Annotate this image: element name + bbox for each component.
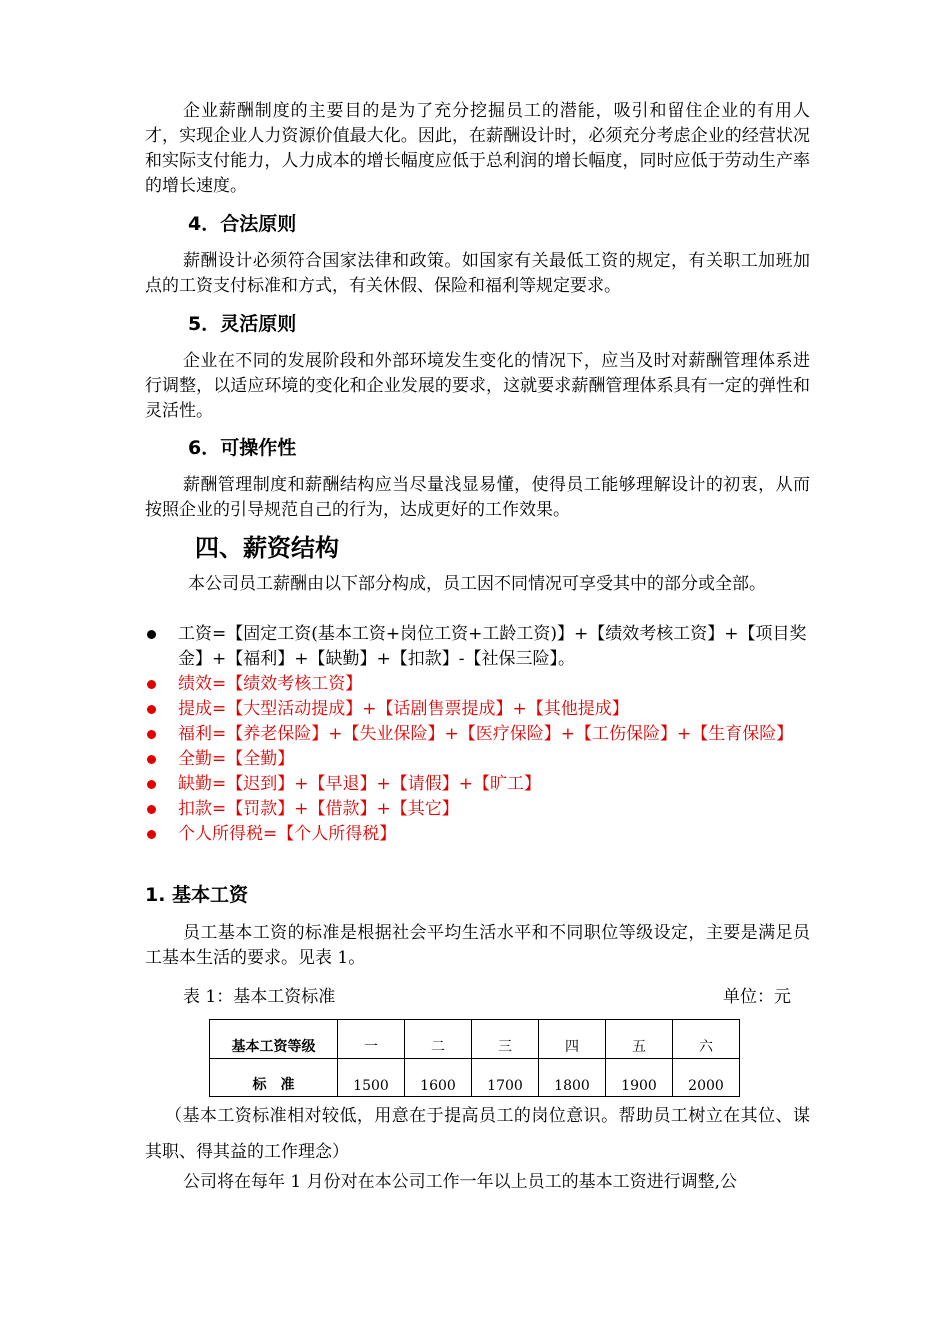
paragraph-operability: 薪酬管理制度和薪酬结构应当尽量浅显易懂，使得员工能够理解设计的初衷，从而按照企业的引导规范自己的行为，达成更好的工作效果。 <box>145 475 810 520</box>
table-value-cell: 1900 <box>606 1059 673 1097</box>
bullet-icon <box>147 805 156 814</box>
list-item-wage: 工资=【固定工资(基本工资+岗位工资+工龄工资)】+【绩效考核工资】+【项目奖金】+【福利】+【缺勤】+【扣款】-【社保三险】。 <box>145 622 810 672</box>
table-header-row <box>210 1020 740 1059</box>
bullet-icon <box>147 730 156 739</box>
bullet-icon <box>147 680 156 689</box>
bullet-icon <box>147 755 156 764</box>
bullet-icon <box>147 630 156 639</box>
paragraph-annual-adjustment: 公司将在每年 1 月份对在本公司工作一年以上员工的基本工资进行调整,公 <box>183 1172 738 1192</box>
table-level-cell: 二 <box>405 1020 472 1059</box>
bullet-icon <box>147 780 156 789</box>
paragraph-basic-wage: 员工基本工资的标准是根据社会平均生活水平和不同职位等级设定，主要是满足员工基本生活的要求。见表 1。 <box>145 923 810 968</box>
table-value-cell: 1700 <box>472 1059 539 1097</box>
paragraph-table-note: （基本工资标准相对较低，用意在于提高员工的岗位意识。帮助员工树立在其位、谋其职、得其益的工作理念） <box>145 1106 810 1162</box>
table-header-label: 基本工资等级 <box>210 1020 338 1059</box>
table-caption: 表 1：基本工资标准 <box>183 987 336 1007</box>
paragraph-flexible-principle: 企业在不同的发展阶段和外部环境发生变化的情况下，应当及时对薪酬管理体系进行调整，以适应环境的变化和企业发展的要求，这就要求薪酬管理体系具有一定的弹性和灵活性。 <box>145 351 810 421</box>
section-title-salary-structure: 四、薪资结构 <box>195 534 339 562</box>
table-row-label: 标 准 <box>210 1059 338 1097</box>
table-unit: 单位：元 <box>723 987 791 1007</box>
list-item-performance: 绩效=【绩效考核工资】 <box>145 672 810 697</box>
heading-basic-wage: 1. 基本工资 <box>145 884 249 906</box>
salary-components-list <box>145 622 810 847</box>
table-value-cell: 2000 <box>673 1059 740 1097</box>
bullet-icon <box>147 705 156 714</box>
table-level-cell: 三 <box>472 1020 539 1059</box>
paragraph-legal-principle: 薪酬设计必须符合国家法律和政策。如国家有关最低工资的规定，有关职工加班加点的工资支付标准和方式，有关休假、保险和福利等规定要求。 <box>145 251 810 296</box>
list-item-welfare: 福利=【养老保险】+【失业保险】+【医疗保险】+【工伤保险】+【生育保险】 <box>145 722 810 747</box>
paragraph-compensation-purpose: 企业薪酬制度的主要目的是为了充分挖掘员工的潜能，吸引和留住企业的有用人才，实现企业人力资源价值最大化。因此，在薪酬设计时，必须充分考虑企业的经营状况和实际支付能力，人力成本的增长幅度应低于总利润的增长幅度，同时应低于劳动生产率的增长速度。 <box>145 101 810 196</box>
heading-legal-principle: 4．合法原则 <box>188 213 297 235</box>
table-value-cell: 1800 <box>539 1059 606 1097</box>
table-level-cell: 一 <box>338 1020 405 1059</box>
bullet-icon <box>147 830 156 839</box>
table-value-cell: 1500 <box>338 1059 405 1097</box>
table-level-cell: 六 <box>673 1020 740 1059</box>
table-level-cell: 五 <box>606 1020 673 1059</box>
list-item-commission: 提成=【大型活动提成】+【话剧售票提成】+【其他提成】 <box>145 697 810 722</box>
list-item-deduction: 扣款=【罚款】+【借款】+【其它】 <box>145 797 810 822</box>
heading-operability: 6．可操作性 <box>188 437 297 459</box>
basic-wage-table <box>209 1019 740 1097</box>
list-item-income-tax: 个人所得税=【个人所得税】 <box>145 822 810 847</box>
table-row <box>210 1059 740 1097</box>
table-value-cell: 1600 <box>405 1059 472 1097</box>
list-item-full-attendance: 全勤=【全勤】 <box>145 747 810 772</box>
list-item-absence: 缺勤=【迟到】+【早退】+【请假】+【旷工】 <box>145 772 810 797</box>
heading-flexible-principle: 5．灵活原则 <box>188 313 297 335</box>
table-level-cell: 四 <box>539 1020 606 1059</box>
paragraph-salary-intro: 本公司员工薪酬由以下部分构成，员工因不同情况可享受其中的部分或全部。 <box>188 574 766 594</box>
